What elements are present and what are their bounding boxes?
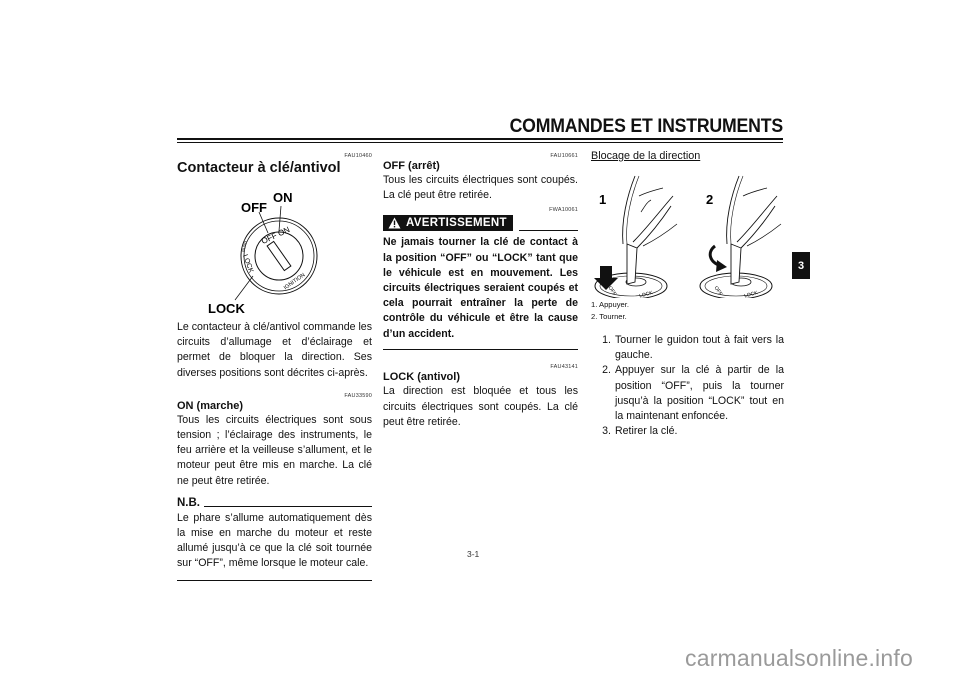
step-item [591,424,784,439]
steps-list [591,333,784,439]
caption-item: 1. Appuyer. [591,300,629,309]
note-label: N.B. [177,496,200,509]
svg-text:LOCK: LOCK [208,301,245,316]
svg-text:OFF: OFF [606,285,618,297]
step-item [591,333,784,363]
steering-lock-figure [591,166,784,298]
warning-triangle-icon [388,217,401,229]
svg-text:LOCK: LOCK [743,290,759,298]
svg-text:ON: ON [273,190,293,205]
chapter-tab: 3 [792,252,810,279]
svg-text:LOCK: LOCK [241,253,255,275]
svg-text:1: 1 [599,192,607,207]
header-rule-thick [177,138,783,140]
step-number: 2. [602,364,611,377]
svg-text:OFF: OFF [712,285,724,297]
caption-item: 2. Tourner. [591,312,627,321]
lock-paragraph: La direction est bloquée et tous les circuits électriques sont coupés. La clé peut être retirée. [383,385,578,428]
step-number: 3. [602,425,611,438]
lock-heading: LOCK (antivol) [383,371,460,384]
chapter-title: COMMANDES ET INSTRUMENTS [509,116,783,137]
svg-text:OFF: OFF [241,200,267,215]
note-box [177,497,372,581]
section-title: Contacteur à clé/antivol [177,160,341,176]
svg-text:2: 2 [706,192,714,207]
note-rule [204,506,372,507]
on-heading: ON (marche) [177,399,244,412]
warning-label: AVERTISSEMENT [406,217,507,230]
step-text: Tourner le guidon tout à fait vers la gauche. [615,334,784,362]
header-rule-thin [177,142,783,143]
ref-code: FAU10661 [550,153,578,159]
warning-box [383,207,578,350]
warning-rule [519,230,578,232]
step-item [591,363,784,424]
warning-bottom-rule [383,349,578,351]
ignition-switch-figure [177,178,372,318]
page-number: 3-1 [467,549,480,559]
left-column [177,153,372,581]
svg-text:IGNITION: IGNITION [282,272,307,292]
ref-code: FAU33590 [344,392,372,399]
on-paragraph: Tous les circuits électriques sont sous tension ; l’éclairage des instruments, le feu arrière et la veilleuse s’allument, et le moteur peut être mis en marche. La clé ne peut être retirée. [177,413,372,487]
warning-text: Ne jamais tourner la clé de contact à la position “OFF” ou “LOCK” tant que le véhicule est en mouvement. Les circuits électriques seraient coupés et cela pourrait entraîner la perte de contrôle du véhicule et être la cause d’un accident. [383,236,578,340]
off-heading: OFF (arrêt) [383,160,440,172]
ignition-switch-icon [177,178,372,318]
middle-column [383,153,578,430]
svg-text:PUSH: PUSH [240,240,248,253]
step-text: Appuyer sur la clé à partir de la position “OFF”, puis la tourner jusqu’à la position “LOCK” tout en la maintenant enfoncée. [615,364,784,423]
steering-lock-title: Blocage de la direction [591,150,701,162]
ref-code: FAU43141 [550,364,578,371]
warning-badge [383,215,513,231]
step-number: 1. [602,334,611,346]
key-turn-illustration-icon [591,166,784,298]
svg-text:OFF ON: OFF ON [260,224,292,246]
right-column [591,150,784,439]
svg-text:LOCK: LOCK [638,290,654,298]
ref-code: FAU10460 [344,153,372,159]
figure-captions [591,299,784,323]
step-text: Retirer la clé. [615,425,678,438]
watermark-link[interactable]: carmanualsonline.info [685,645,913,671]
intro-paragraph: Le contacteur à clé/antivol commande les circuits d’allumage et d’éclairage et permet de bloquer la direction. Ses diverses positions sont décrites ci-après. [177,321,372,379]
note-text: Le phare s’allume automatiquement dès la mise en marche du moteur et reste allumé jusqu’à ce que la clé soit tournée sur “OFF”, même lorsque le moteur cale. [177,511,372,570]
off-paragraph: Tous les circuits électriques sont coupés. La clé peut être retirée. [383,174,578,202]
note-bottom-rule [177,580,372,581]
ref-code: FWA10061 [549,207,578,214]
